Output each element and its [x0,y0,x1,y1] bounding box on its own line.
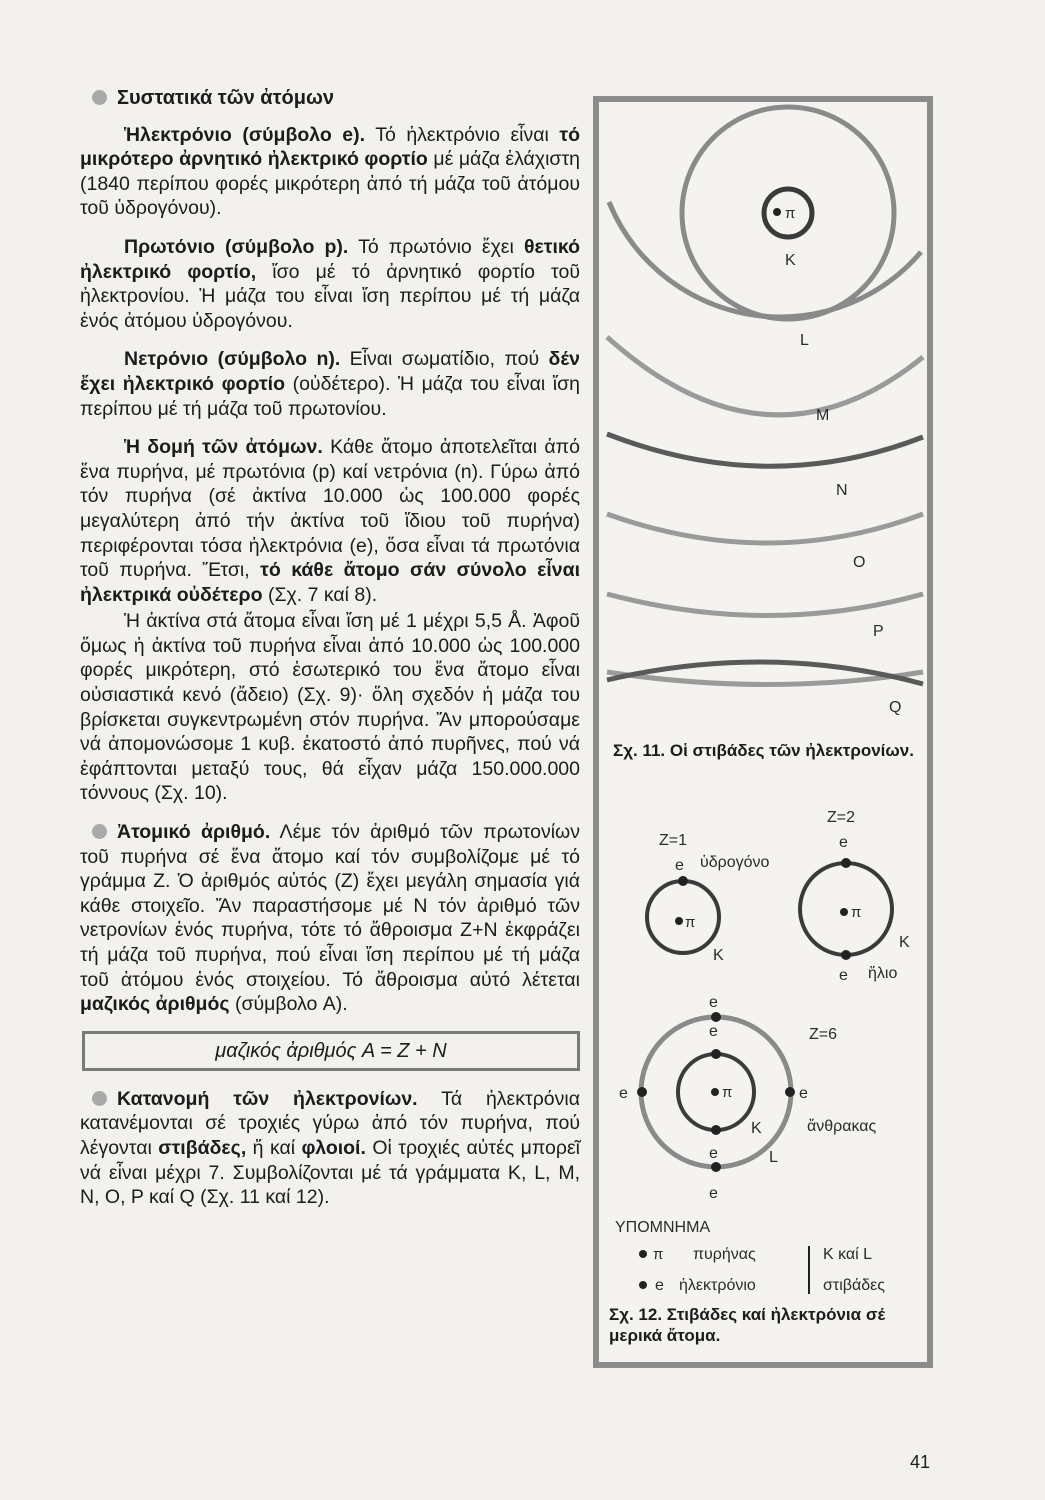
carbon-nucleus-dot [711,1088,719,1096]
carbon-name: ἄνθρακας [807,1118,877,1135]
helium-nucleus-label: π [851,904,862,921]
carbon-electron-k-bottom-dot [711,1125,721,1135]
helium-shell-label: K [899,934,910,951]
mass-number-formula-box: μαζικός ἀριθμός A = Z + N [82,1031,580,1071]
bullet-dot-icon [92,90,107,105]
carbon-electron-right-dot [785,1087,795,1097]
legend-shells: K καί L [823,1246,873,1263]
paragraph-atomic-number: Ἀτομικό ἀριθμό. Λέμε τόν ἀριθμό τῶν πρωτονίων τοῦ πυρήνα σέ ἕνα ἄτομο καί τόν συμβολίζομε μέ τό γράμμα Ζ. Ὁ ἀριθμός αὐτός (Ζ) ἔχει μεγάλη σημασία γιά κάθε στοιχεῖο. Ἄν παραστήσομε μέ Ν τόν ἀριθμό τῶν νετρονίων ἑνός πυρήνα, τότε τό ἄθροισμα Ζ+Ν ἐκφράζει τή μάζα τοῦ πυρήνα, πού εἶναι ἴση περίπου μέ τή μάζα τοῦ ἀτόμου ἑνός στοιχείου. Τό ἄθροισμα αὐτό λέτεται μαζικός ἀριθμός (σύμβολο A). [80,821,580,1016]
bullet-dot-icon [92,1091,107,1106]
shell-arc-o [607,514,923,543]
carbon-electron-left-label: e [619,1085,628,1102]
text-column [80,86,580,1224]
paragraph-structure: Ἡ δομή τῶν ἀτόμων. Κάθε ἄτομο ἀποτελεῖται ἀπό ἕνα πυρήνα, μέ πρωτόνια (p) καί νετρόνια (n). Γύρω ἀπό τόν πυρήνα (σέ ἀκτίνα 10.000 ὡς 100.000 φορές μεγαλύτερη ἀπό τήν ἀκτίνα τοῦ ἴδιου τοῦ πυρήνα) περιφέρονται τόσα ἠλεκτρόνια (e), ὅσα εἶναι τά πρωτόνια τοῦ πυρήνα. Ἔτσι, τό κάθε ἄτομο σάν σύνολο εἶναι ἠλεκτρικά οὐδέτερο (Σχ. 7 καί 8). [80,436,581,606]
helium-electron-bottom-dot [841,950,851,960]
nucleus-label: π [785,205,796,222]
helium-electron-top-label: e [839,834,848,851]
carbon-z: Z=6 [809,1026,838,1043]
legend-title: ΥΠΟΜΝΗΜΑ [615,1219,711,1236]
helium-electron-top-dot [841,858,851,868]
shell-arc-m [607,337,923,415]
figure-panel [593,96,933,1368]
shell-label-o: O [853,554,866,571]
section-constituents-heading: Συστατικά τῶν ἀτόμων [80,86,580,111]
hydrogen-name: ὑδρογόνο [700,854,770,871]
legend-electron-dot [639,1281,647,1289]
paragraph-electron: Ἡλεκτρόνιο (σύμβολο e). Τό ἠλεκτρόνιο εἶναι τό μικρότερο ἀρνητικό ἠλεκτρικό φορτίο μέ μάζα ἐλάχιστη (1840 περίπου φορές μικρότερη ἀπό τή μάζα τοῦ ἀτόμου τοῦ ὑδρογόνου). [80,123,580,220]
carbon-electron-k-bottom-label: e [709,1145,718,1162]
legend-electron-text: ἠλεκτρόνιο [679,1277,756,1294]
legend-nucleus-symbol: π [653,1246,664,1263]
carbon-electron-k-top-label: e [709,1023,718,1040]
carbon-electron-top-dot [711,1012,721,1022]
paragraph-radius: Ἡ ἀκτίνα στά ἄτομα εἶναι ἴση μέ 1 μέχρι 5,5 Å. Ἀφοῦ ὅμως ἡ ἀκτίνα τοῦ πυρήνα εἶναι ἀπό 10.000 ὡς 100.000 φορές μικρότερη, στό ἐσωτερικό του ἕνα ἄτομο εἶναι οὐσιαστικά κενό (ἄδειο) (Σχ. 9)· ὅλη σχεδόν ἡ μάζα του βρίσκεται συγκεντρωμένη στόν πυρήνα. Ἄν μπορούσαμε νά ἀπομονώσομε 1 κυβ. ἑκατοστό ἀπό πυρῆνες, πού νά ἐφάπτονται μεταξύ τους, θά εἶχαν μάζα 150.000.000 τόννους (Σχ. 10). [80,610,580,805]
hydrogen-shell-label: K [713,947,724,964]
figure-12-caption: Σχ. 12. Στιβάδες καί ἠλεκτρόνια σέ μερικά ἄτομα. [609,1305,886,1345]
hydrogen-z: Z=1 [659,832,688,849]
helium-nucleus-dot [840,908,848,916]
paragraph-distribution: Κατανομή τῶν ἠλεκτρονίων. Τά ἠλεκτρόνια κατανέμονται σέ τροχιές γύρω ἀπό τόν πυρήνα, πού λέγονται στιβάδες, ἤ καί φλοιοί. Οἱ τροχιές αὐτές μπορεῖ νά εἶναι μέχρι 7. Συμβολίζονται μέ τά γράμματα K, L, M, N, O, P καί Q (Σχ. 11 καί 12). [80,1087,580,1209]
shell-label-k: K [785,252,796,269]
carbon-shell-l-label: L [769,1149,778,1166]
carbon-electron-top-label: e [709,994,718,1011]
shell-label-l: L [800,332,809,349]
paragraph-neutron: Νετρόνιο (σύμβολο n). Εἶναι σωματίδιο, πού δέν ἔχει ἠλεκτρικό φορτίο (οὐδέτερο). Ἡ μάζα του εἶναι ἴση περίπου μέ τή μάζα τοῦ πρωτονίου. [80,348,581,420]
legend-shells-text: στιβάδες [823,1277,885,1294]
shell-arc-n [607,434,923,466]
carbon-electron-bottom-label: e [709,1185,718,1202]
shell-label-p: P [873,623,884,640]
shell-arc-p [607,594,923,616]
hydrogen-nucleus-dot [675,917,683,925]
shell-label-n: N [836,482,848,499]
carbon-nucleus-label: π [722,1084,733,1101]
legend-electron-symbol: e [655,1277,664,1294]
carbon-electron-k-top-dot [711,1049,721,1059]
helium-electron-bottom-label: e [839,967,848,984]
figure-11-caption: Σχ. 11. Οἱ στιβάδες τῶν ἠλεκτρονίων. [613,741,914,760]
carbon-shell-k-label: K [751,1120,762,1137]
carbon-electron-left-dot [637,1087,647,1097]
shell-label-m: M [816,407,830,424]
helium-name: ἥλιο [868,965,898,982]
helium-z: Z=2 [827,809,856,826]
page-number: 41 [910,1452,931,1472]
carbon-electron-bottom-dot [711,1162,721,1172]
shell-label-q: Q [889,699,902,716]
figure-11-shells-diagram [599,102,927,1362]
paragraph-proton: Πρωτόνιο (σύμβολο p). Τό πρωτόνιο ἔχει θετικό ἠλεκτρικό φορτίο, ἴσο μέ τό ἀρνητικό φορτίο τοῦ ἠλεκτρονίου. Ἡ μάζα του εἶναι ἴση περίπου μέ τή μάζα ἑνός ἀτόμου ὑδρογόνου. [80,235,581,332]
legend-nucleus-dot [639,1250,647,1258]
carbon-electron-right-label: e [799,1085,808,1102]
hydrogen-electron-dot [678,876,688,886]
hydrogen-nucleus-label: π [685,914,696,931]
bullet-dot-icon [92,824,107,839]
nucleus-dot [773,208,781,216]
legend-nucleus-text: πυρήνας [693,1246,756,1263]
hydrogen-electron-label: e [675,857,684,874]
hydrogen-shell-k [647,881,719,953]
